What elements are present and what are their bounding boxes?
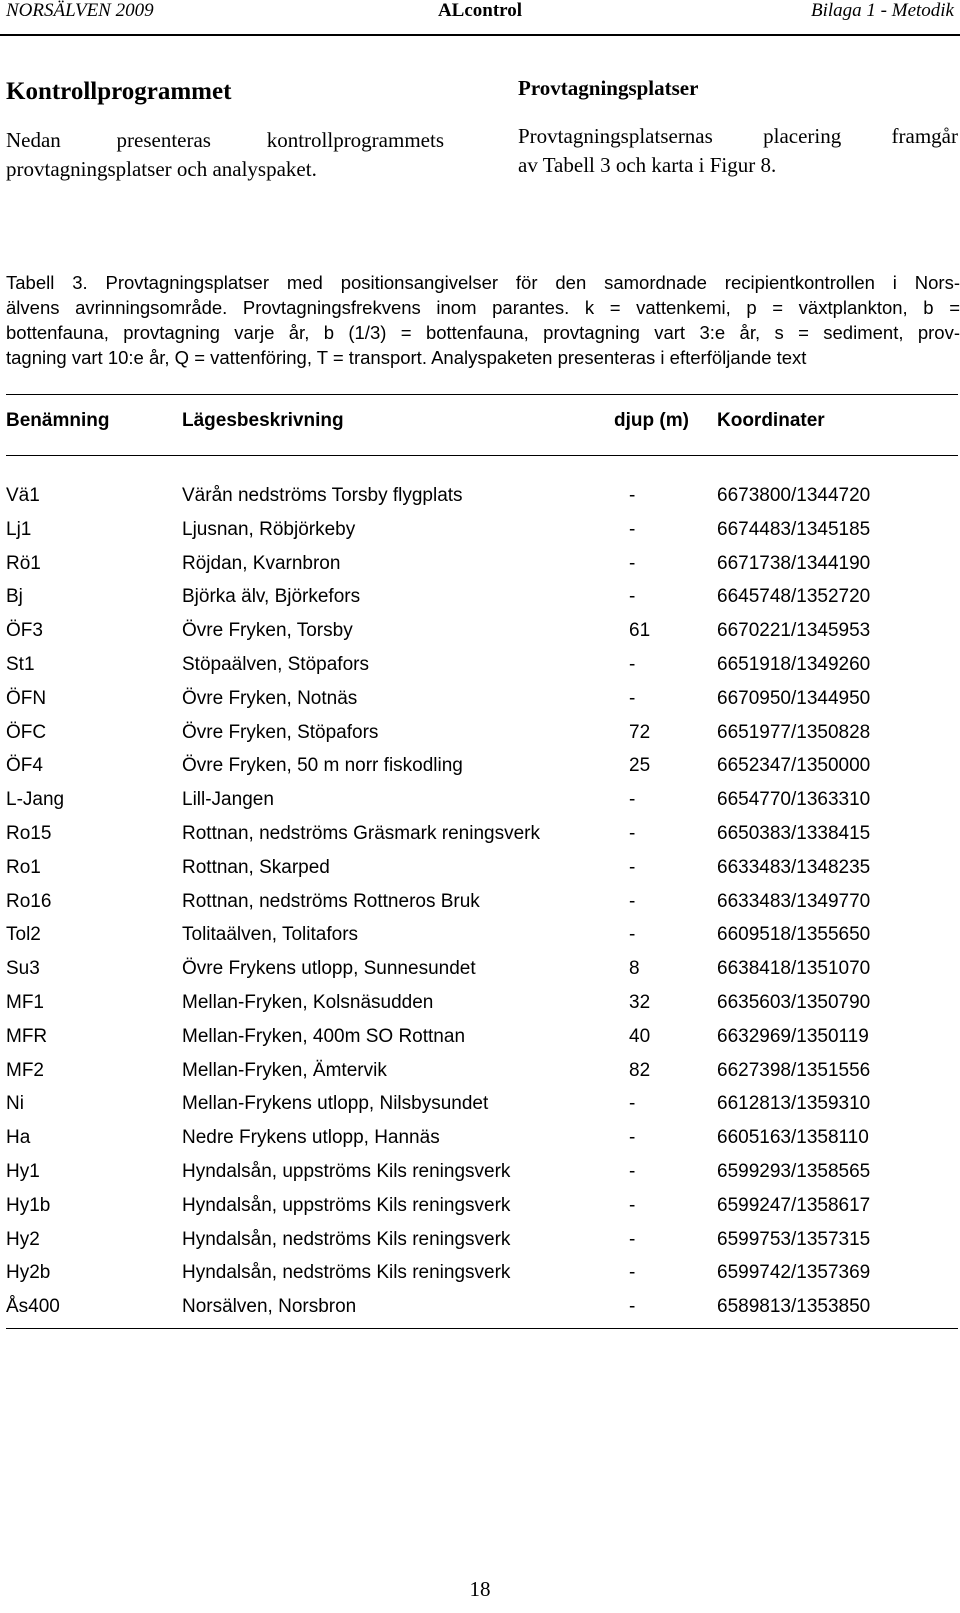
station-code: Ro16 — [6, 890, 52, 912]
table-top-rule — [6, 394, 958, 395]
station-code: MF2 — [6, 1059, 44, 1081]
location-description: Mellan-Fryken, Kolsnäsudden — [182, 991, 434, 1013]
table-row — [6, 479, 958, 513]
depth-value: - — [629, 1194, 636, 1216]
table-row — [6, 648, 958, 682]
location-description: Stöpaälven, Stöpafors — [182, 653, 369, 675]
depth-value: - — [629, 586, 636, 608]
depth-value: - — [629, 1160, 636, 1182]
location-description: Rottnan, nedströms Rottneros Bruk — [182, 890, 480, 912]
left-column — [6, 72, 444, 184]
table-row — [6, 986, 958, 1020]
coordinates: 6633483/1348235 — [717, 856, 871, 878]
depth-value: - — [629, 822, 636, 844]
coordinates: 6673800/1344720 — [717, 485, 871, 506]
depth-value: 8 — [629, 958, 640, 980]
table-row — [6, 851, 958, 885]
station-code: Hy1 — [6, 1160, 40, 1182]
coordinates: 6609518/1355650 — [717, 924, 871, 946]
table-row — [6, 614, 958, 648]
location-description: Mellan-Fryken, Ämtervik — [182, 1059, 387, 1081]
station-code: Rö1 — [6, 552, 41, 574]
depth-value: - — [629, 653, 636, 675]
location-description: Hyndalsån, nedströms Kils reningsverk — [182, 1228, 511, 1250]
table-row — [6, 1290, 958, 1324]
right-column — [518, 72, 958, 180]
location-description: Mellan-Fryken, 400m SO Rottnan — [182, 1025, 466, 1047]
section-title-provtagningsplatser: Provtagningsplatser — [518, 76, 699, 100]
column-header-lagesbeskrivning: Lägesbeskrivning — [182, 410, 344, 431]
table-row — [6, 918, 958, 952]
coordinates: 6627398/1351556 — [717, 1059, 871, 1081]
table-row — [6, 513, 958, 547]
station-code: St1 — [6, 653, 35, 675]
coordinates: 6671738/1344190 — [717, 552, 871, 574]
page-number: 18 — [469, 1577, 491, 1601]
location-description: Rottnan, nedströms Gräsmark reningsverk — [182, 822, 540, 844]
depth-value: - — [629, 1296, 636, 1318]
location-description: Tolitaälven, Tolitafors — [182, 924, 359, 946]
left-paragraph-line-2: provtagningsplatser och analyspaket. — [6, 157, 317, 181]
column-header-benamning: Benämning — [6, 410, 110, 431]
location-description: Mellan-Frykens utlopp, Nilsbysundet — [182, 1093, 489, 1115]
caption-line-2: älvens avrinningsområde. Provtagningsfrekvens inom parantes. k = vattenkemi, p = växtplankton, b = — [6, 297, 960, 318]
table-row — [6, 749, 958, 783]
table-row — [6, 1155, 958, 1189]
page-header — [6, 0, 954, 26]
station-code: Su3 — [6, 958, 40, 980]
depth-value: - — [629, 1228, 636, 1250]
table-row — [6, 716, 958, 750]
header-right-text: Bilaga 1 - Metodik — [811, 0, 954, 21]
station-code: ÖF4 — [6, 755, 43, 777]
location-description: Hyndalsån, nedströms Kils reningsverk — [182, 1262, 511, 1284]
location-description: Hyndalsån, uppströms Kils reningsverk — [182, 1194, 511, 1216]
table-row — [6, 1020, 958, 1054]
location-description: Övre Fryken, Torsby — [182, 620, 353, 642]
location-description: Nedre Frykens utlopp, Hannäs — [182, 1127, 440, 1149]
depth-value: - — [629, 1262, 636, 1284]
depth-value: - — [629, 1093, 636, 1115]
location-description: Övre Fryken, 50 m norr fiskodling — [182, 755, 463, 777]
location-description: Rottnan, Skarped — [182, 856, 330, 878]
column-header-djup: djup (m) — [614, 410, 689, 431]
caption-line-3: bottenfauna, provtagning varje år, b (1/3) = bottenfauna, provtagning vart 3:e år, s = sediment, prov- — [6, 322, 960, 343]
table-row — [6, 952, 958, 986]
caption-line-1: Tabell 3. Provtagningsplatser med positionsangivelser för den samordnade recipientkontrollen i Nors- — [6, 272, 960, 293]
location-description: Björka älv, Björkefors — [182, 586, 361, 608]
location-description: Värån nedströms Torsby flygplats — [182, 485, 463, 506]
location-description: Norsälven, Norsbron — [182, 1296, 357, 1318]
coordinates: 6650383/1338415 — [717, 822, 871, 844]
station-code: Hy1b — [6, 1194, 51, 1216]
header-divider — [0, 34, 960, 36]
coordinates: 6670950/1344950 — [717, 687, 871, 709]
coordinates: 6599247/1358617 — [717, 1194, 871, 1216]
caption-line-4: tagning vart 10:e år, Q = vattenföring, T = transport. Analyspaketen presenteras i efterföljande text — [6, 347, 807, 368]
station-code: MF1 — [6, 991, 44, 1013]
station-code: Ro1 — [6, 856, 41, 878]
header-center-text: ALcontrol — [437, 0, 523, 21]
coordinates: 6599293/1358565 — [717, 1160, 871, 1182]
station-code: L-Jang — [6, 789, 65, 811]
location-description: Övre Fryken, Stöpafors — [182, 721, 379, 743]
station-code: Ha — [6, 1127, 31, 1149]
depth-value: - — [629, 856, 636, 878]
depth-value: - — [629, 687, 636, 709]
depth-value: 82 — [629, 1059, 651, 1081]
station-code: Lj1 — [6, 518, 32, 540]
table-row — [6, 682, 958, 716]
coordinates: 6645748/1352720 — [717, 586, 871, 608]
table-bottom-rule — [6, 1328, 958, 1329]
coordinates: 6654770/1363310 — [717, 789, 871, 811]
table-row — [6, 580, 958, 614]
depth-value: - — [629, 485, 636, 506]
table-row — [6, 1189, 958, 1223]
coordinates: 6651918/1349260 — [717, 653, 871, 675]
coordinates: 6652347/1350000 — [717, 755, 871, 777]
depth-value: 25 — [629, 755, 651, 777]
location-description: Övre Frykens utlopp, Sunnesundet — [182, 958, 476, 980]
station-code: MFR — [6, 1025, 48, 1047]
depth-value: 32 — [629, 991, 651, 1013]
column-header-koordinater: Koordinater — [717, 410, 825, 431]
station-code: Vä1 — [6, 485, 40, 506]
table-header — [6, 410, 958, 440]
table-header-rule — [6, 455, 958, 456]
table-row — [6, 783, 958, 817]
table-row — [6, 817, 958, 851]
station-code: Ås400 — [6, 1296, 60, 1318]
right-paragraph — [518, 122, 958, 180]
coordinates: 6638418/1351070 — [717, 958, 871, 980]
table-row — [6, 547, 958, 581]
coordinates: 6599753/1357315 — [717, 1228, 871, 1250]
depth-value: - — [629, 890, 636, 912]
depth-value: 61 — [629, 620, 651, 642]
header-left-text: NORSÄLVEN 2009 — [6, 0, 154, 21]
coordinates: 6605163/1358110 — [717, 1127, 869, 1149]
table-row — [6, 1223, 958, 1257]
depth-value: 40 — [629, 1025, 651, 1047]
table-caption — [6, 270, 960, 370]
coordinates: 6670221/1345953 — [717, 620, 871, 642]
station-code: Ni — [6, 1093, 24, 1115]
table-body — [6, 479, 958, 1324]
coordinates: 6589813/1353850 — [717, 1296, 871, 1318]
table-row — [6, 1087, 958, 1121]
right-paragraph-line-2: av Tabell 3 och karta i Figur 8. — [518, 153, 777, 177]
station-code: ÖFN — [6, 687, 47, 709]
depth-value: - — [629, 552, 636, 574]
coordinates: 6651977/1350828 — [717, 721, 871, 743]
depth-value: - — [629, 924, 636, 946]
left-paragraph-line-1: Nedan presenteras kontrollprogrammets — [6, 128, 444, 152]
table-row — [6, 1054, 958, 1088]
depth-value: - — [629, 1127, 636, 1149]
table-row — [6, 1256, 958, 1290]
table-row — [6, 1121, 958, 1155]
coordinates: 6599742/1357369 — [717, 1262, 871, 1284]
location-description: Ljusnan, Röbjörkeby — [182, 518, 356, 540]
location-description: Röjdan, Kvarnbron — [182, 552, 341, 574]
coordinates: 6635603/1350790 — [717, 991, 871, 1013]
depth-value: 72 — [629, 721, 651, 743]
table-row — [6, 885, 958, 919]
coordinates: 6674483/1345185 — [717, 518, 871, 540]
station-code: Ro15 — [6, 822, 52, 844]
station-code: Hy2b — [6, 1262, 51, 1284]
right-paragraph-line-1: Provtagningsplatsernas placering framgår — [518, 124, 958, 148]
station-code: Hy2 — [6, 1228, 40, 1250]
coordinates: 6612813/1359310 — [717, 1093, 871, 1115]
coordinates: 6632969/1350119 — [717, 1025, 869, 1047]
station-code: Bj — [6, 586, 23, 608]
location-description: Hyndalsån, uppströms Kils reningsverk — [182, 1160, 511, 1182]
location-description: Övre Fryken, Notnäs — [182, 687, 358, 709]
depth-value: - — [629, 518, 636, 540]
depth-value: - — [629, 789, 636, 811]
location-description: Lill-Jangen — [182, 789, 274, 811]
station-code: Tol2 — [6, 924, 41, 946]
station-code: ÖFC — [6, 721, 47, 743]
section-title-kontrollprogrammet: Kontrollprogrammet — [6, 78, 232, 105]
left-paragraph — [6, 126, 444, 184]
station-code: ÖF3 — [6, 620, 43, 642]
coordinates: 6633483/1349770 — [717, 890, 871, 912]
